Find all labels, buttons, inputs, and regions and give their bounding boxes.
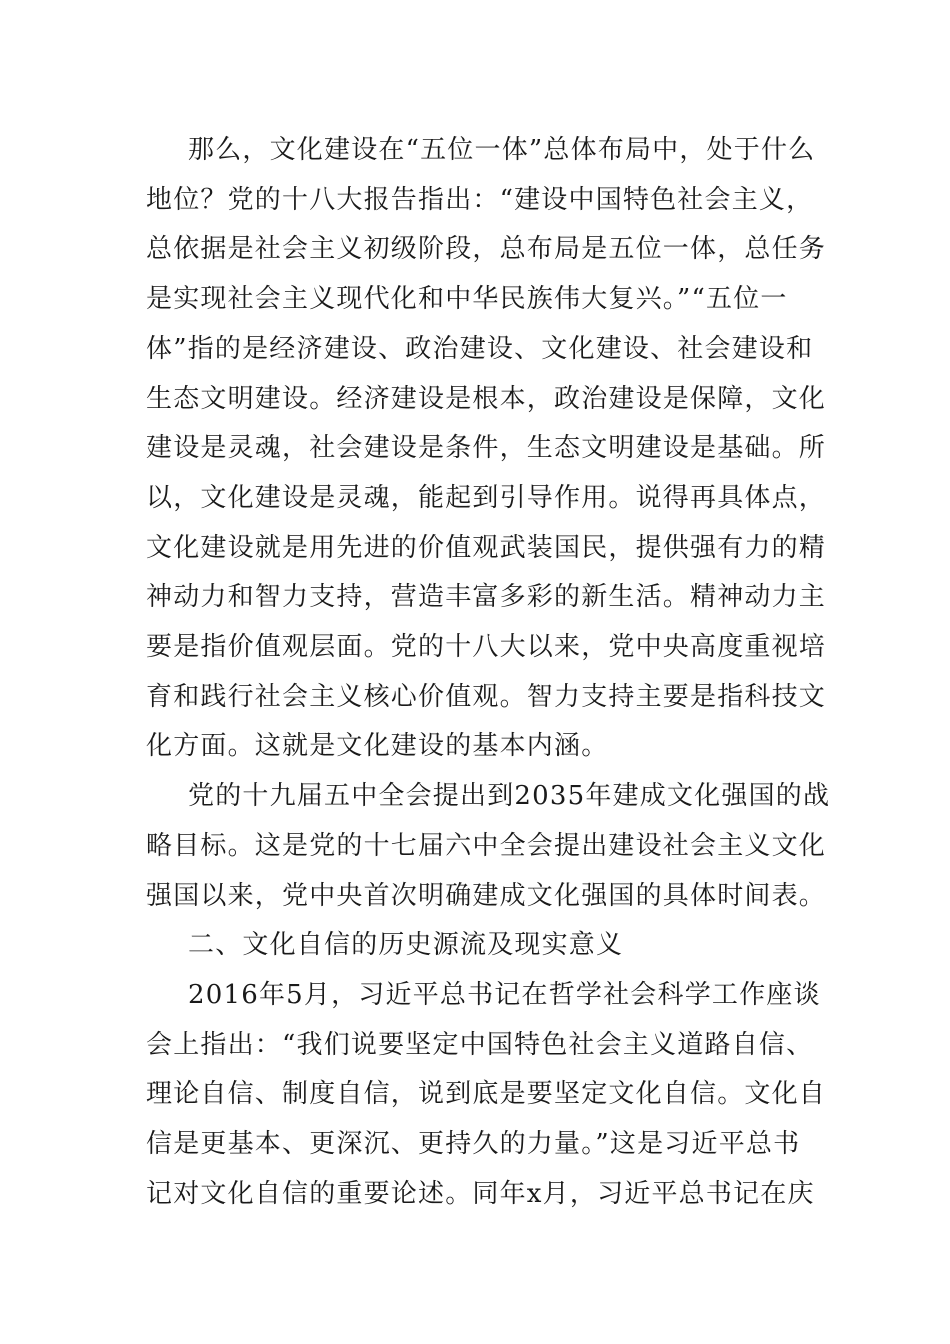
- text-line: 是实现社会主义现代化和中华民族伟大复兴。”“五位一: [146, 284, 788, 315]
- text-line: 会上指出：“我们说要坚定中国特色社会主义道路自信、: [146, 1029, 814, 1060]
- document-body: [146, 126, 831, 1219]
- text-line: 化方面。这就是文化建设的基本内涵。: [146, 731, 609, 762]
- text-line: 那么，文化建设在“五位一体”总体布局中，处于什么: [188, 135, 816, 165]
- text-line: 理论自信、制度自信，说到底是要坚定文化自信。文化自: [146, 1079, 827, 1110]
- paragraph-cultural-power-goal: [146, 772, 831, 921]
- text-line: 总依据是社会主义初级阶段，总布局是五位一体，总任务: [146, 234, 827, 265]
- text-line: 信是更基本、更深沉、更持久的力量。”这是习近平总书: [146, 1129, 801, 1160]
- heading-line: 二、文化自信的历史源流及现实意义: [188, 930, 624, 961]
- text-line: 略目标。这是党的十七届六中全会提出建设社会主义文化: [146, 830, 827, 861]
- text-line: 党的十九届五中全会提出到2035年建成文化强国的战: [188, 781, 831, 812]
- paragraph-cultural-construction: [146, 126, 827, 772]
- text-line: 生态文明建设。经济建设是根本，政治建设是保障，文化: [146, 383, 827, 414]
- text-line: 记对文化自信的重要论述。同年x月，习近平总书记在庆: [146, 1178, 815, 1209]
- section-heading: [146, 921, 808, 971]
- text-line: 要是指价值观层面。党的十八大以来，党中央高度重视培: [146, 632, 827, 663]
- paragraph-cultural-confidence: [146, 971, 827, 1220]
- text-line: 育和践行社会主义核心价值观。智力支持主要是指科技文: [146, 681, 827, 712]
- text-line: 体”指的是经济建设、政治建设、文化建设、社会建设和: [146, 333, 814, 364]
- text-line: 神动力和智力支持，营造丰富多彩的新生活。精神动力主: [146, 582, 827, 613]
- text-line: 地位？党的十八大报告指出：“建设中国特色社会主义，: [146, 184, 814, 215]
- text-line: 以，文化建设是灵魂，能起到引导作用。说得再具体点，: [146, 482, 827, 513]
- text-line: 文化建设就是用先进的价值观武装国民，提供强有力的精: [146, 532, 827, 563]
- text-line: 2016年5月，习近平总书记在哲学社会科学工作座谈: [188, 979, 821, 1010]
- text-line: 强国以来，党中央首次明确建成文化强国的具体时间表。: [146, 880, 827, 911]
- text-line: 建设是灵魂，社会建设是条件，生态文明建设是基础。所: [146, 433, 827, 464]
